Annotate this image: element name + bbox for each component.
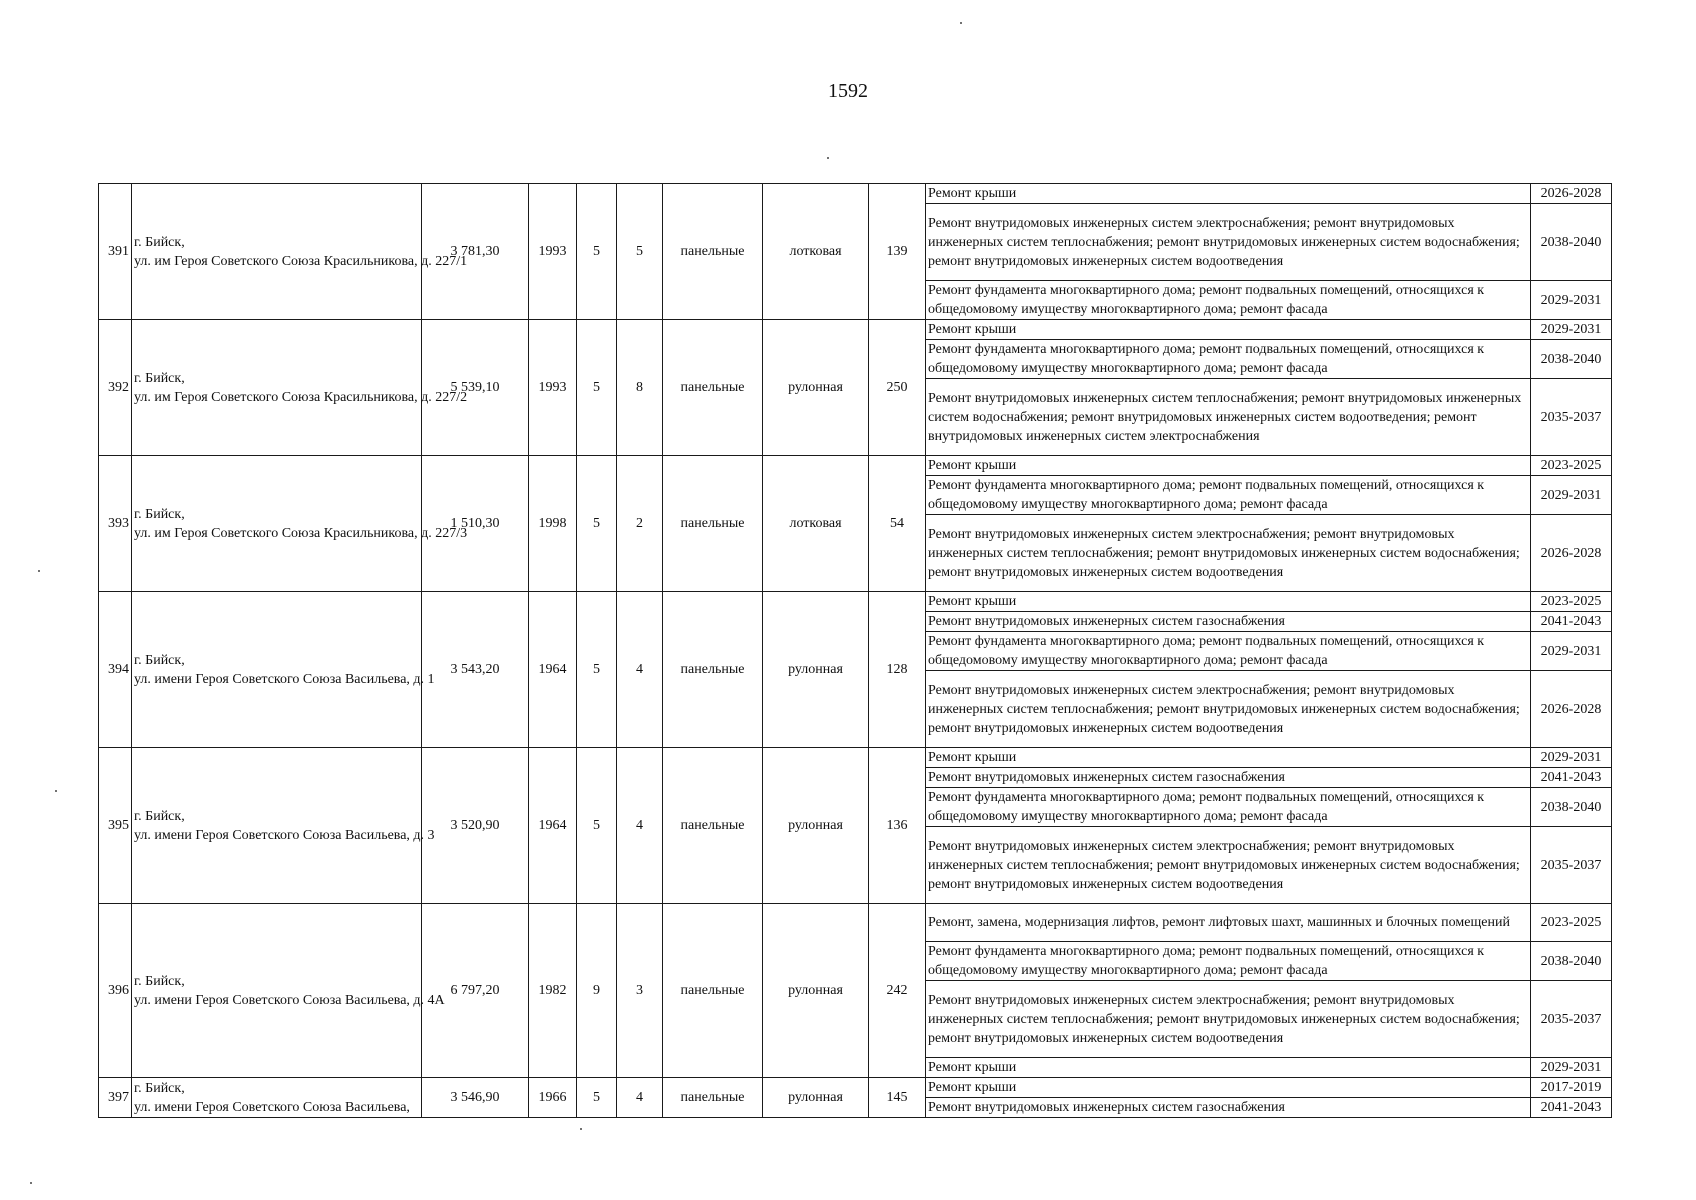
total-area: 3 543,20 — [422, 592, 529, 748]
row-number: 392 — [99, 320, 132, 456]
entrances-count: 4 — [617, 748, 663, 904]
work-period: 2029-2031 — [1531, 476, 1612, 515]
work-period: 2035-2037 — [1531, 981, 1612, 1058]
table-row — [99, 184, 1612, 204]
floors-count: 5 — [577, 592, 617, 748]
work-period: 2038-2040 — [1531, 204, 1612, 281]
table-row — [99, 748, 1612, 768]
work-description: Ремонт фундамента многоквартирного дома; ремонт подвальных помещений, относящихся к общедомовому имуществу многоквартирного дома; ремонт фасада — [926, 788, 1531, 827]
work-description: Ремонт внутридомовых инженерных систем электроснабжения; ремонт внутридомовых инженерных систем теплоснабжения; ремонт внутридомовых инженерных систем водоснабжения; ремонт внутридомовых инженерных систем водоотведения — [926, 827, 1531, 904]
work-period: 2017-2019 — [1531, 1078, 1612, 1098]
address-line: ул. им Героя Советского Союза Красильникова, д. 227/2 — [134, 389, 468, 405]
work-description: Ремонт внутридомовых инженерных систем электроснабжения; ремонт внутридомовых инженерных систем теплоснабжения; ремонт внутридомовых инженерных систем водоснабжения; ремонт внутридомовых инженерных систем водоотведения — [926, 981, 1531, 1058]
work-description: Ремонт внутридомовых инженерных систем электроснабжения; ремонт внутридомовых инженерных систем теплоснабжения; ремонт внутридомовых инженерных систем водоснабжения; ремонт внутридомовых инженерных систем водоотведения — [926, 515, 1531, 592]
row-number: 394 — [99, 592, 132, 748]
residents-count: 139 — [869, 184, 926, 320]
work-period: 2029-2031 — [1531, 1058, 1612, 1078]
work-description: Ремонт крыши — [926, 320, 1531, 340]
work-period: 2029-2031 — [1531, 320, 1612, 340]
wall-material: панельные — [663, 592, 763, 748]
build-year: 1993 — [529, 184, 577, 320]
address-line: ул. имени Героя Советского Союза Васильева, д. 3 — [134, 827, 435, 843]
work-description: Ремонт фундамента многоквартирного дома; ремонт подвальных помещений, относящихся к общедомовому имуществу многоквартирного дома; ремонт фасада — [926, 942, 1531, 981]
wall-material: панельные — [663, 1078, 763, 1118]
wall-material: панельные — [663, 184, 763, 320]
work-period: 2023-2025 — [1531, 904, 1612, 942]
roof-type: рулонная — [763, 904, 869, 1078]
residents-count: 128 — [869, 592, 926, 748]
entrances-count: 3 — [617, 904, 663, 1078]
work-period: 2029-2031 — [1531, 632, 1612, 671]
housing-repair-table — [98, 183, 1612, 1118]
address-line: г. Бийск, — [134, 506, 185, 522]
work-period: 2026-2028 — [1531, 184, 1612, 204]
table-row — [99, 320, 1612, 340]
scan-speck — [960, 22, 962, 24]
address-line: г. Бийск, — [134, 1080, 185, 1096]
residents-count: 136 — [869, 748, 926, 904]
row-number: 397 — [99, 1078, 132, 1118]
work-period: 2026-2028 — [1531, 671, 1612, 748]
address-line: ул. имени Героя Советского Союза Васильева, д. 4А — [134, 992, 445, 1008]
address-line: ул. имени Героя Советского Союза Васильева, — [134, 1099, 410, 1115]
work-description: Ремонт фундамента многоквартирного дома; ремонт подвальных помещений, относящихся к общедомовому имуществу многоквартирного дома; ремонт фасада — [926, 340, 1531, 379]
total-area: 3 520,90 — [422, 748, 529, 904]
roof-type: рулонная — [763, 320, 869, 456]
wall-material: панельные — [663, 320, 763, 456]
address-cell — [132, 320, 468, 456]
work-period: 2035-2037 — [1531, 379, 1612, 456]
scan-speck — [38, 570, 40, 572]
build-year: 1964 — [529, 748, 577, 904]
residents-count: 250 — [869, 320, 926, 456]
total-area: 3 546,90 — [422, 1078, 529, 1118]
address-line: ул. им Героя Советского Союза Красильникова, д. 227/3 — [134, 525, 468, 541]
build-year: 1993 — [529, 320, 577, 456]
address-cell — [132, 1078, 422, 1118]
scan-speck — [827, 157, 829, 159]
residents-count: 54 — [869, 456, 926, 592]
work-description: Ремонт внутридомовых инженерных систем газоснабжения — [926, 1098, 1531, 1118]
work-description: Ремонт фундамента многоквартирного дома; ремонт подвальных помещений, относящихся к общедомовому имуществу многоквартирного дома; ремонт фасада — [926, 281, 1531, 320]
work-description: Ремонт внутридомовых инженерных систем газоснабжения — [926, 768, 1531, 788]
total-area: 1 510,30 — [422, 456, 529, 592]
scan-speck — [55, 790, 57, 792]
address-line: ул. им Героя Советского Союза Красильникова, д. 227/1 — [134, 253, 468, 269]
entrances-count: 8 — [617, 320, 663, 456]
address-cell — [132, 592, 435, 748]
work-description: Ремонт внутридомовых инженерных систем газоснабжения — [926, 612, 1531, 632]
build-year: 1998 — [529, 456, 577, 592]
roof-type: лотковая — [763, 456, 869, 592]
scan-speck — [30, 1182, 32, 1184]
roof-type: лотковая — [763, 184, 869, 320]
total-area: 6 797,20 — [422, 904, 529, 1078]
work-description: Ремонт внутридомовых инженерных систем теплоснабжения; ремонт внутридомовых инженерных систем водоснабжения; ремонт внутридомовых инженерных систем водоотведения; ремонт внутридомовых инженерных систем электроснабжения — [926, 379, 1531, 456]
work-period: 2041-2043 — [1531, 768, 1612, 788]
wall-material: панельные — [663, 904, 763, 1078]
work-period: 2023-2025 — [1531, 456, 1612, 476]
floors-count: 5 — [577, 748, 617, 904]
work-period: 2038-2040 — [1531, 942, 1612, 981]
work-description: Ремонт крыши — [926, 592, 1531, 612]
work-period: 2038-2040 — [1531, 788, 1612, 827]
residents-count: 145 — [869, 1078, 926, 1118]
table-row — [99, 592, 1612, 612]
work-description: Ремонт крыши — [926, 456, 1531, 476]
address-cell — [132, 748, 435, 904]
table-row — [99, 904, 1612, 942]
floors-count: 5 — [577, 320, 617, 456]
work-description: Ремонт крыши — [926, 1058, 1531, 1078]
floors-count: 5 — [577, 1078, 617, 1118]
total-area: 3 781,30 — [422, 184, 529, 320]
roof-type: рулонная — [763, 1078, 869, 1118]
work-description: Ремонт, замена, модернизация лифтов, ремонт лифтовых шахт, машинных и блочных помещений — [926, 904, 1531, 942]
wall-material: панельные — [663, 456, 763, 592]
entrances-count: 4 — [617, 1078, 663, 1118]
address-line: г. Бийск, — [134, 808, 185, 824]
work-period: 2035-2037 — [1531, 827, 1612, 904]
address-cell — [132, 184, 468, 320]
work-description: Ремонт крыши — [926, 1078, 1531, 1098]
work-description: Ремонт внутридомовых инженерных систем электроснабжения; ремонт внутридомовых инженерных систем теплоснабжения; ремонт внутридомовых инженерных систем водоснабжения; ремонт внутридомовых инженерных систем водоотведения — [926, 204, 1531, 281]
work-period: 2041-2043 — [1531, 612, 1612, 632]
row-number: 395 — [99, 748, 132, 904]
address-line: ул. имени Героя Советского Союза Васильева, д. 1 — [134, 671, 435, 687]
roof-type: рулонная — [763, 592, 869, 748]
row-number: 396 — [99, 904, 132, 1078]
address-line: г. Бийск, — [134, 370, 185, 386]
build-year: 1964 — [529, 592, 577, 748]
table-row — [99, 456, 1612, 476]
residents-count: 242 — [869, 904, 926, 1078]
work-description: Ремонт внутридомовых инженерных систем электроснабжения; ремонт внутридомовых инженерных систем теплоснабжения; ремонт внутридомовых инженерных систем водоснабжения; ремонт внутридомовых инженерных систем водоотведения — [926, 671, 1531, 748]
page-number: 1592 — [828, 80, 868, 102]
work-period: 2029-2031 — [1531, 281, 1612, 320]
work-description: Ремонт фундамента многоквартирного дома; ремонт подвальных помещений, относящихся к общедомовому имуществу многоквартирного дома; ремонт фасада — [926, 632, 1531, 671]
floors-count: 9 — [577, 904, 617, 1078]
address-cell — [132, 456, 468, 592]
table-row — [99, 1078, 1612, 1098]
floors-count: 5 — [577, 456, 617, 592]
work-description: Ремонт фундамента многоквартирного дома; ремонт подвальных помещений, относящихся к общедомовому имуществу многоквартирного дома; ремонт фасада — [926, 476, 1531, 515]
build-year: 1966 — [529, 1078, 577, 1118]
address-line: г. Бийск, — [134, 652, 185, 668]
entrances-count: 5 — [617, 184, 663, 320]
address-line: г. Бийск, — [134, 973, 185, 989]
row-number: 393 — [99, 456, 132, 592]
work-period: 2041-2043 — [1531, 1098, 1612, 1118]
total-area: 5 539,10 — [422, 320, 529, 456]
work-period: 2029-2031 — [1531, 748, 1612, 768]
floors-count: 5 — [577, 184, 617, 320]
work-period: 2038-2040 — [1531, 340, 1612, 379]
build-year: 1982 — [529, 904, 577, 1078]
work-description: Ремонт крыши — [926, 748, 1531, 768]
work-description: Ремонт крыши — [926, 184, 1531, 204]
work-period: 2026-2028 — [1531, 515, 1612, 592]
entrances-count: 4 — [617, 592, 663, 748]
address-cell — [132, 904, 445, 1078]
work-period: 2023-2025 — [1531, 592, 1612, 612]
wall-material: панельные — [663, 748, 763, 904]
address-line: г. Бийск, — [134, 234, 185, 250]
entrances-count: 2 — [617, 456, 663, 592]
scan-speck — [580, 1128, 582, 1130]
roof-type: рулонная — [763, 748, 869, 904]
row-number: 391 — [99, 184, 132, 320]
